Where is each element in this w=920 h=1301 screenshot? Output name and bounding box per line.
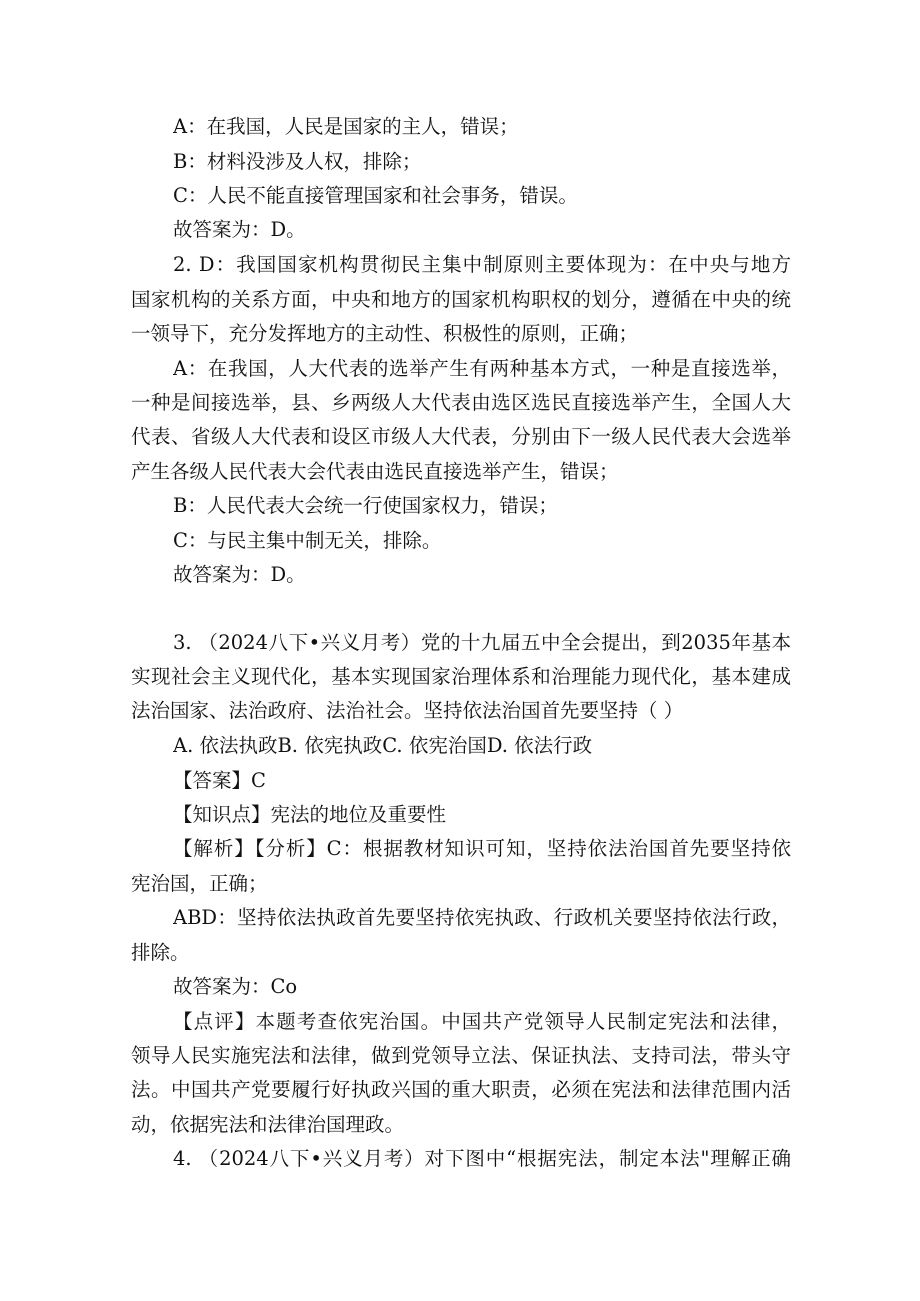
q3-comment-line: 动，依据宪法和法律治国理政。 (131, 1113, 405, 1136)
answer-line: 故答案为：D。 (173, 218, 306, 241)
q3-analysis-line: 宪治国，正确； (131, 872, 268, 895)
q2-option-a-line: 代表、省级人大代表和设区市级人大代表，分别由下一级人民代表大会选举 (131, 425, 791, 448)
q2-paragraph-line: 国家机构的关系方面，中央和地方的国家机构职权的划分，遵循在中央的统 (131, 288, 791, 311)
option-a-text: A：在我国，人民是国家的主人，错误； (173, 115, 519, 138)
q3-abd-line: ABD：坚持依法执政首先要坚持依宪执政、行政机关要坚持依法行政， (173, 906, 791, 929)
q2-option-b-text: B：人民代表大会统一行使国家权力，错误； (173, 494, 558, 517)
q2-option-c-text: C：与民主集中制无关，排除。 (173, 529, 442, 552)
q3-knowledge-point: 【知识点】宪法的地位及重要性 (173, 803, 447, 826)
q3-abd-line: 排除。 (131, 941, 190, 964)
q2-paragraph-line: 2. D：我国国家机构贯彻民主集中制原则主要体现为：在中央与地方 (173, 253, 791, 276)
answer-line: 故答案为：Co (173, 975, 298, 998)
option-c-text: C：人民不能直接管理国家和社会事务，错误。 (173, 184, 578, 207)
q3-comment-line: 领导人民实施宪法和法律，做到党领导立法、保证执法、支持司法，带头守 (131, 1044, 791, 1067)
option-b-text: B：材料没涉及人权，排除； (173, 150, 422, 173)
q3-options: A. 依法执政B. 依宪执政C. 依宪治国D. 依法行政 (173, 734, 593, 757)
q3-stem-line: 3. （2024八下•兴义月考）党的十九届五中全会提出，到2035年基本 (173, 631, 791, 654)
answer-line: 故答案为：D。 (173, 563, 306, 586)
q2-paragraph-line: 一领导下，充分发挥地方的主动性、积极性的原则，正确； (131, 322, 639, 345)
q3-comment-line: 【点评】本题考查依宪治国。中国共产党领导人民制定宪法和法律， (173, 1010, 791, 1033)
q3-comment-line: 法。中国共产党要履行好执政兴国的重大职责，必须在宪法和法律范围内活 (131, 1078, 791, 1101)
q2-option-a-line: 一种是间接选举，县、乡两级人大代表由选区选民直接选举产生，全国人大 (131, 391, 791, 414)
q3-stem-line: 实现社会主义现代化，基本实现国家治理体系和治理能力现代化，基本建成 (131, 665, 791, 688)
q2-option-a-line: 产生各级人民代表大会代表由选民直接选举产生，错误； (131, 460, 619, 483)
q4-stem-line: 4. （2024八下•兴义月考）对下图中“根据宪法，制定本法"理解正确 (173, 1147, 791, 1170)
q3-stem-line: 法治国家、法治政府、法治社会。坚持依法治国首先要坚持（ ） (131, 699, 684, 722)
q3-analysis-line: 【解析】【分析】C：根据教材知识可知，坚持依法治国首先要坚持依 (173, 837, 791, 860)
q3-answer-tag: 【答案】C (173, 769, 266, 792)
q2-option-a-line: A：在我国，人大代表的选举产生有两种基本方式，一种是直接选举， (173, 357, 791, 380)
